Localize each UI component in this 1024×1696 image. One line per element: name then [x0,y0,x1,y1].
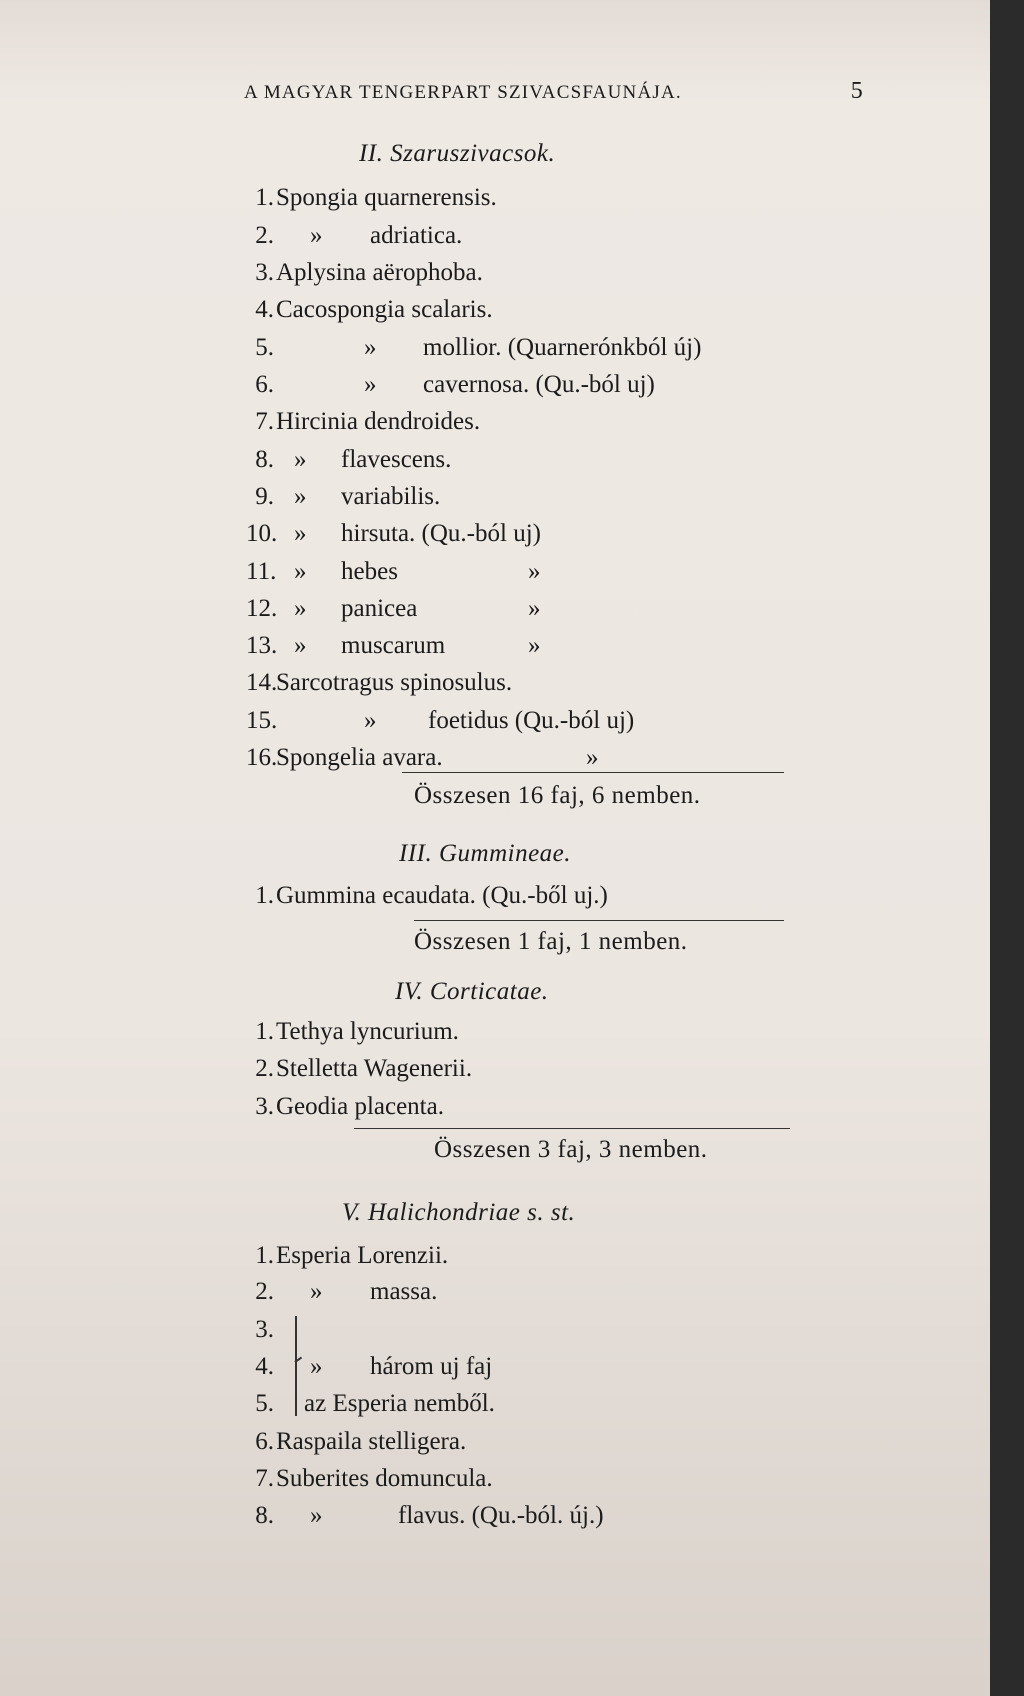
section-total: Összesen 3 faj, 3 nemben. [434,1136,708,1163]
section-title-v: V. Halichondriae s. st. [342,1199,576,1226]
brace-mark [295,1316,305,1416]
list-item: 6. Raspaila stelligera. [255,1428,467,1455]
list-item: 1. Spongia quarnerensis. [255,184,497,211]
list-item: 4. » három uj faj [255,1353,493,1380]
list-item: 3. Aplysina aërophoba. [255,259,483,286]
list-item: 1. Tethya lyncurium. [255,1018,459,1045]
list-item: 2. » adriatica. [255,222,463,249]
section-title-iii: III. Gummineae. [399,840,572,867]
list-item: 5. az Esperia nemből. [255,1390,495,1417]
list-item: 6. » cavernosa. (Qu.-ból uj) [255,371,655,398]
list-item: 1. Gummina ecaudata. (Qu.-ből uj.) [255,882,608,909]
running-title: A MAGYAR TENGERPART SZIVACSFAUNÁJA. [244,82,682,103]
list-item: 1. Esperia Lorenzii. [255,1242,449,1269]
list-item: 9. » variabilis. [255,483,441,510]
section-total: Összesen 1 faj, 1 nemben. [414,928,688,955]
list-item: 4. Cacospongia scalaris. [255,296,493,323]
list-item: 3. Geodia placenta. [255,1093,444,1120]
divider [414,920,784,921]
page-number: 5 [850,78,864,104]
list-item: 2. Stelletta Wagenerii. [255,1055,473,1082]
list-item: 3. [255,1316,274,1343]
list-item: 11. » hebes » [246,558,541,585]
list-item: 5. » mollior. (Quarnerónkból új) [255,334,702,361]
divider [402,772,784,773]
page-header [244,78,864,108]
list-item: 10. » hirsuta. (Qu.-ból uj) [246,520,541,547]
list-item: 13. » muscarum » [246,632,541,659]
list-item: 7. Suberites domuncula. [255,1465,493,1492]
list-item: 12. » panicea » [246,595,541,622]
divider [354,1128,790,1129]
section-total: Összesen 16 faj, 6 nemben. [414,782,701,809]
list-item: 14. Sarcotragus spinosulus. [246,669,513,696]
list-item: 7. Hircinia dendroides. [255,408,481,435]
list-item: 8. » flavescens. [255,446,452,473]
list-item: 2. » massa. [255,1278,438,1305]
section-title-ii: II. Szaruszivacsok. [359,140,556,167]
list-item: 16. Spongelia avara. » [246,744,599,771]
section-title-iv: IV. Corticatae. [395,978,549,1005]
list-item: 8. » flavus. (Qu.-ból. új.) [255,1502,604,1529]
list-item: 15. » foetidus (Qu.-ból uj) [246,707,635,734]
